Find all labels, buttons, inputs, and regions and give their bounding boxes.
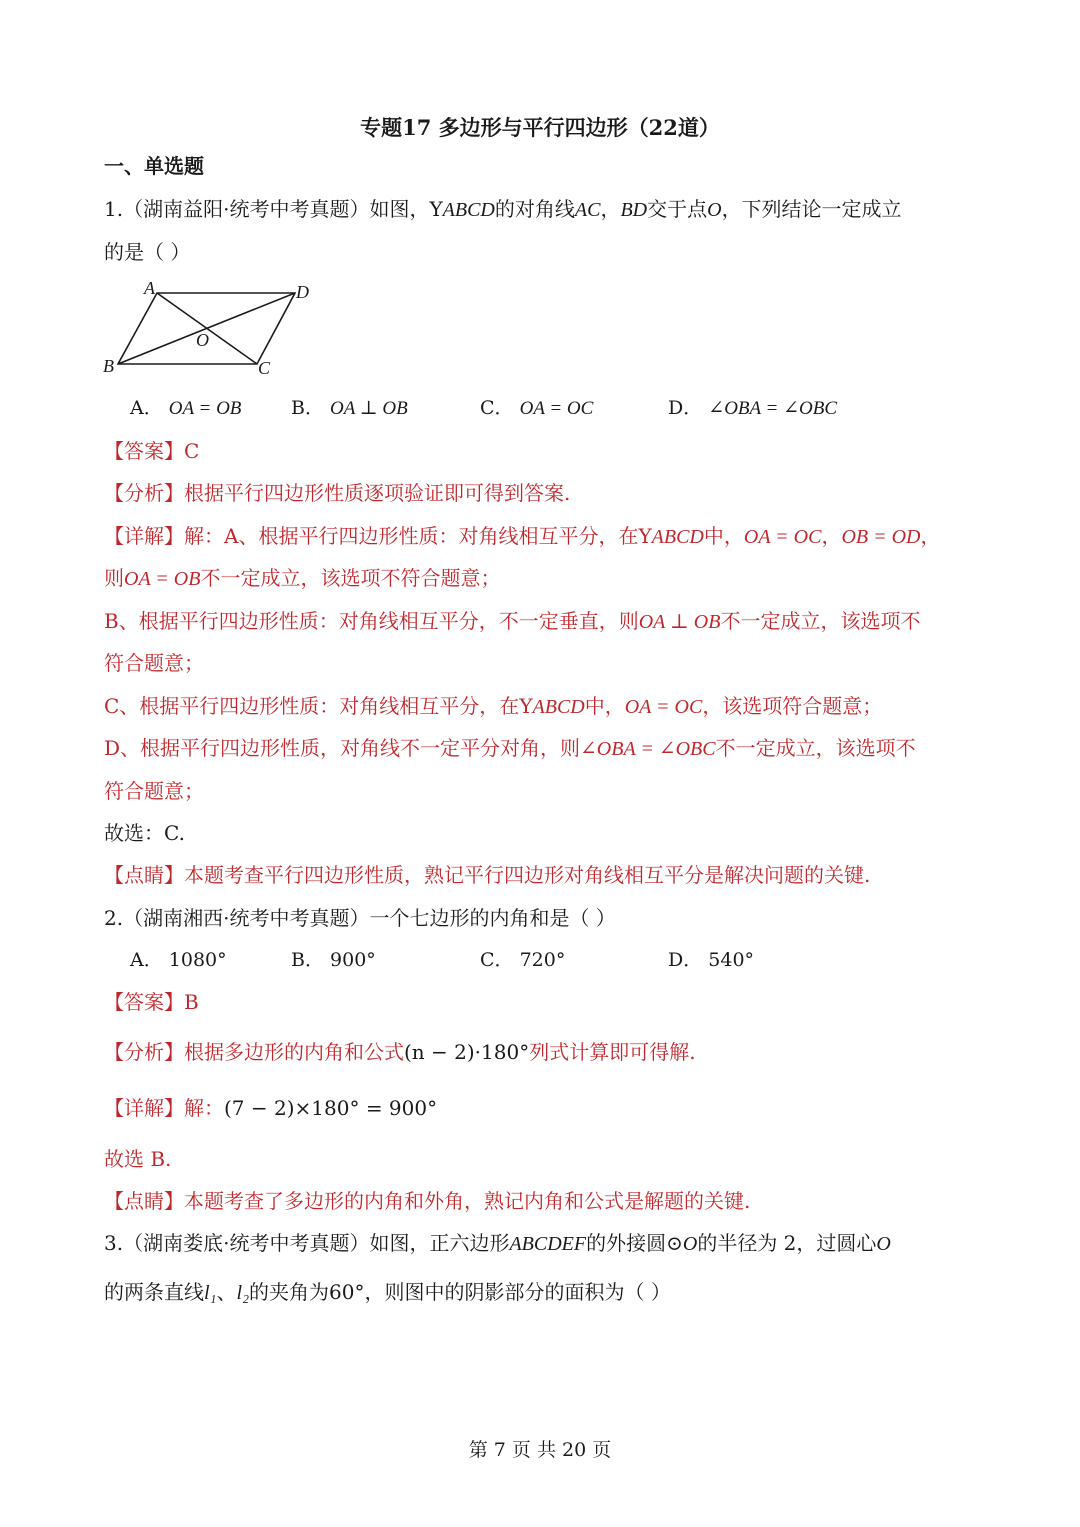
option-text: OA = OC — [519, 398, 594, 419]
detail-text: C、根据平行四边形性质：对角线相互平分，在 — [104, 694, 520, 718]
option-label: C． — [480, 949, 514, 971]
q1-option-c — [480, 394, 593, 423]
comment-tag: 【点睛】 — [104, 1189, 184, 1213]
q1-detail-line4: 符合题意； — [104, 651, 204, 675]
detail-math: ∠OBA = ∠OBC — [580, 738, 716, 760]
circle-symbol: ⊙ — [666, 1231, 683, 1255]
q3-text: 的两条直线 — [104, 1280, 204, 1304]
q1-tail: ，下列结论一定成立 — [721, 197, 902, 221]
option-text: 1080° — [168, 949, 227, 971]
detail-math: ABCD — [651, 526, 704, 548]
q3-math: O — [682, 1233, 698, 1255]
option-label: D． — [668, 397, 703, 419]
option-text: 720° — [519, 949, 566, 971]
option-label: C． — [480, 397, 514, 419]
analysis-tag: 【分析】 — [104, 481, 184, 505]
q3-math: l₂ — [236, 1282, 250, 1304]
analysis-formula: (n − 2)·180° — [404, 1040, 530, 1064]
q1-stem-line1 — [104, 195, 902, 224]
option-label: D． — [668, 949, 703, 971]
q3-math: 60° — [329, 1280, 365, 1304]
answer-value: C — [184, 439, 200, 463]
detail-tag: 【详解】 — [104, 1096, 184, 1120]
q1-detail-line1 — [104, 522, 941, 551]
detail-text: D、根据平行四边形性质，对角线不一定平分对角，则 — [104, 736, 581, 760]
detail-text: 不一定成立，该选项不 — [720, 609, 921, 633]
analysis-text: 根据多边形的内角和公式 — [184, 1040, 404, 1064]
detail-text: 中， — [703, 524, 744, 548]
comment-text: 本题考查了多边形的内角和外角，熟记内角和公式是解题的关键. — [184, 1189, 751, 1213]
detail-text: 不一定成立，该选项不 — [715, 736, 916, 760]
q1-detail-line2 — [104, 564, 500, 593]
detail-text: ， — [920, 524, 941, 548]
q1-detail-line5 — [104, 692, 882, 721]
q1-detail-line3 — [104, 607, 920, 636]
q3-text: 的外接圆 — [586, 1231, 667, 1255]
q1-o: O — [707, 199, 722, 221]
detail-text: 中， — [584, 694, 625, 718]
q1-comma: ， — [600, 197, 621, 221]
parallelogram-symbol: Y — [638, 524, 652, 548]
detail-math: OB = OD — [841, 526, 921, 548]
q1-stem-line2: 的是（ ） — [104, 240, 191, 264]
q2-option-c — [480, 946, 565, 974]
q1-prefix: 1.（湖南益阳·统考中考真题）如图， — [104, 197, 430, 221]
q3-text: ，则图中的阴影部分的面积为（ ） — [364, 1280, 671, 1304]
q2-detail — [104, 1094, 437, 1122]
vertex-label-a: A — [144, 278, 155, 298]
detail-tag: 【详解】 — [104, 524, 184, 548]
option-label: A． — [130, 397, 163, 419]
detail-text: 解： — [184, 1096, 224, 1120]
q1-choose: 故选：C. — [104, 821, 185, 845]
option-label: B． — [291, 949, 324, 971]
diagonal-bd — [118, 293, 295, 364]
detail-text: 解：A、根据平行四边形性质：对角线相互平分，在 — [184, 524, 639, 548]
q3-text: 3.（湖南娄底·统考中考真题）如图，正六边形 — [104, 1231, 510, 1255]
q1-option-d — [668, 394, 837, 423]
q1-detail-line7: 符合题意； — [104, 779, 204, 803]
q3-text: 、 — [216, 1280, 237, 1304]
q3-math: l₁ — [204, 1282, 217, 1304]
q1-detail-line6 — [104, 734, 916, 763]
comment-text: 本题考查平行四边形性质，熟记平行四边形对角线相互平分是解决问题的关键. — [184, 863, 871, 887]
detail-text: ， — [821, 524, 842, 548]
q1-option-b — [291, 394, 408, 423]
parallelogram-symbol: Y — [429, 197, 443, 221]
vertex-label-b: B — [103, 356, 114, 376]
detail-math: OA = OC — [743, 526, 822, 548]
detail-formula: (7 − 2)×180° = 900° — [224, 1096, 438, 1120]
q3-text: 的半径为 2，过圆心 — [697, 1231, 877, 1255]
option-text: ∠OBA = ∠OBC — [708, 398, 838, 419]
option-text: 900° — [330, 949, 376, 971]
q1-para: ABCD — [442, 199, 495, 221]
q2-option-b — [291, 946, 376, 974]
page-title: 专题17 多边形与平行四边形（22道） — [360, 115, 720, 140]
answer-tag: 【答案】 — [104, 439, 184, 463]
q1-analysis — [104, 479, 570, 507]
option-label: A． — [130, 949, 163, 971]
q3-stem-line1 — [104, 1229, 891, 1258]
parallelogram-symbol: Y — [519, 694, 533, 718]
q3-text: 的夹角为 — [249, 1280, 330, 1304]
q1-option-a — [130, 394, 241, 423]
detail-text: B、根据平行四边形性质：对角线相互平分，不一定垂直，则 — [104, 609, 639, 633]
q2-option-d — [668, 946, 754, 974]
q2-comment — [104, 1187, 750, 1215]
analysis-text: 根据平行四边形性质逐项验证即可得到答案. — [184, 481, 571, 505]
q1-mid2: 交于点 — [647, 197, 708, 221]
option-text: OA = OB — [168, 398, 242, 419]
q1-comment — [104, 861, 870, 889]
q3-math: O — [876, 1233, 891, 1255]
q2-choose: 故选 B. — [104, 1147, 172, 1171]
vertex-label-d: D — [296, 282, 309, 302]
detail-text: 不一定成立，该选项不符合题意； — [200, 566, 501, 590]
detail-text: ，该选项符合题意； — [702, 694, 883, 718]
option-text: OA ⊥ OB — [330, 398, 408, 419]
q1-answer — [104, 437, 199, 465]
option-text: 540° — [708, 949, 755, 971]
section-heading: 一、单选题 — [104, 154, 204, 178]
comment-tag: 【点睛】 — [104, 863, 184, 887]
center-label-o: O — [196, 330, 209, 350]
answer-tag: 【答案】 — [104, 990, 184, 1014]
analysis-text: 列式计算即可得解. — [529, 1040, 696, 1064]
analysis-tag: 【分析】 — [104, 1040, 184, 1064]
q1-parallelogram-figure — [100, 276, 320, 380]
detail-math: ABCD — [532, 696, 585, 718]
q1-ac: AC — [574, 199, 601, 221]
detail-math: OA = OB — [124, 568, 201, 590]
page-footer: 第 7 页 共 20 页 — [468, 1439, 612, 1461]
detail-text: 则 — [104, 566, 124, 590]
detail-math: OA ⊥ OB — [638, 611, 721, 633]
answer-value: B — [184, 990, 199, 1014]
q3-math: ABCDEF — [509, 1233, 587, 1255]
q2-stem: 2.（湖南湘西·统考中考真题）一个七边形的内角和是（ ） — [104, 906, 616, 930]
q2-option-a — [130, 946, 227, 974]
option-label: B． — [291, 397, 324, 419]
vertex-label-c: C — [258, 358, 271, 378]
q3-stem-line2 — [104, 1278, 671, 1307]
q2-answer — [104, 988, 199, 1016]
q1-mid1: 的对角线 — [494, 197, 575, 221]
detail-math: OA = OC — [624, 696, 703, 718]
q1-bd: BD — [620, 199, 648, 221]
q2-analysis — [104, 1038, 696, 1066]
